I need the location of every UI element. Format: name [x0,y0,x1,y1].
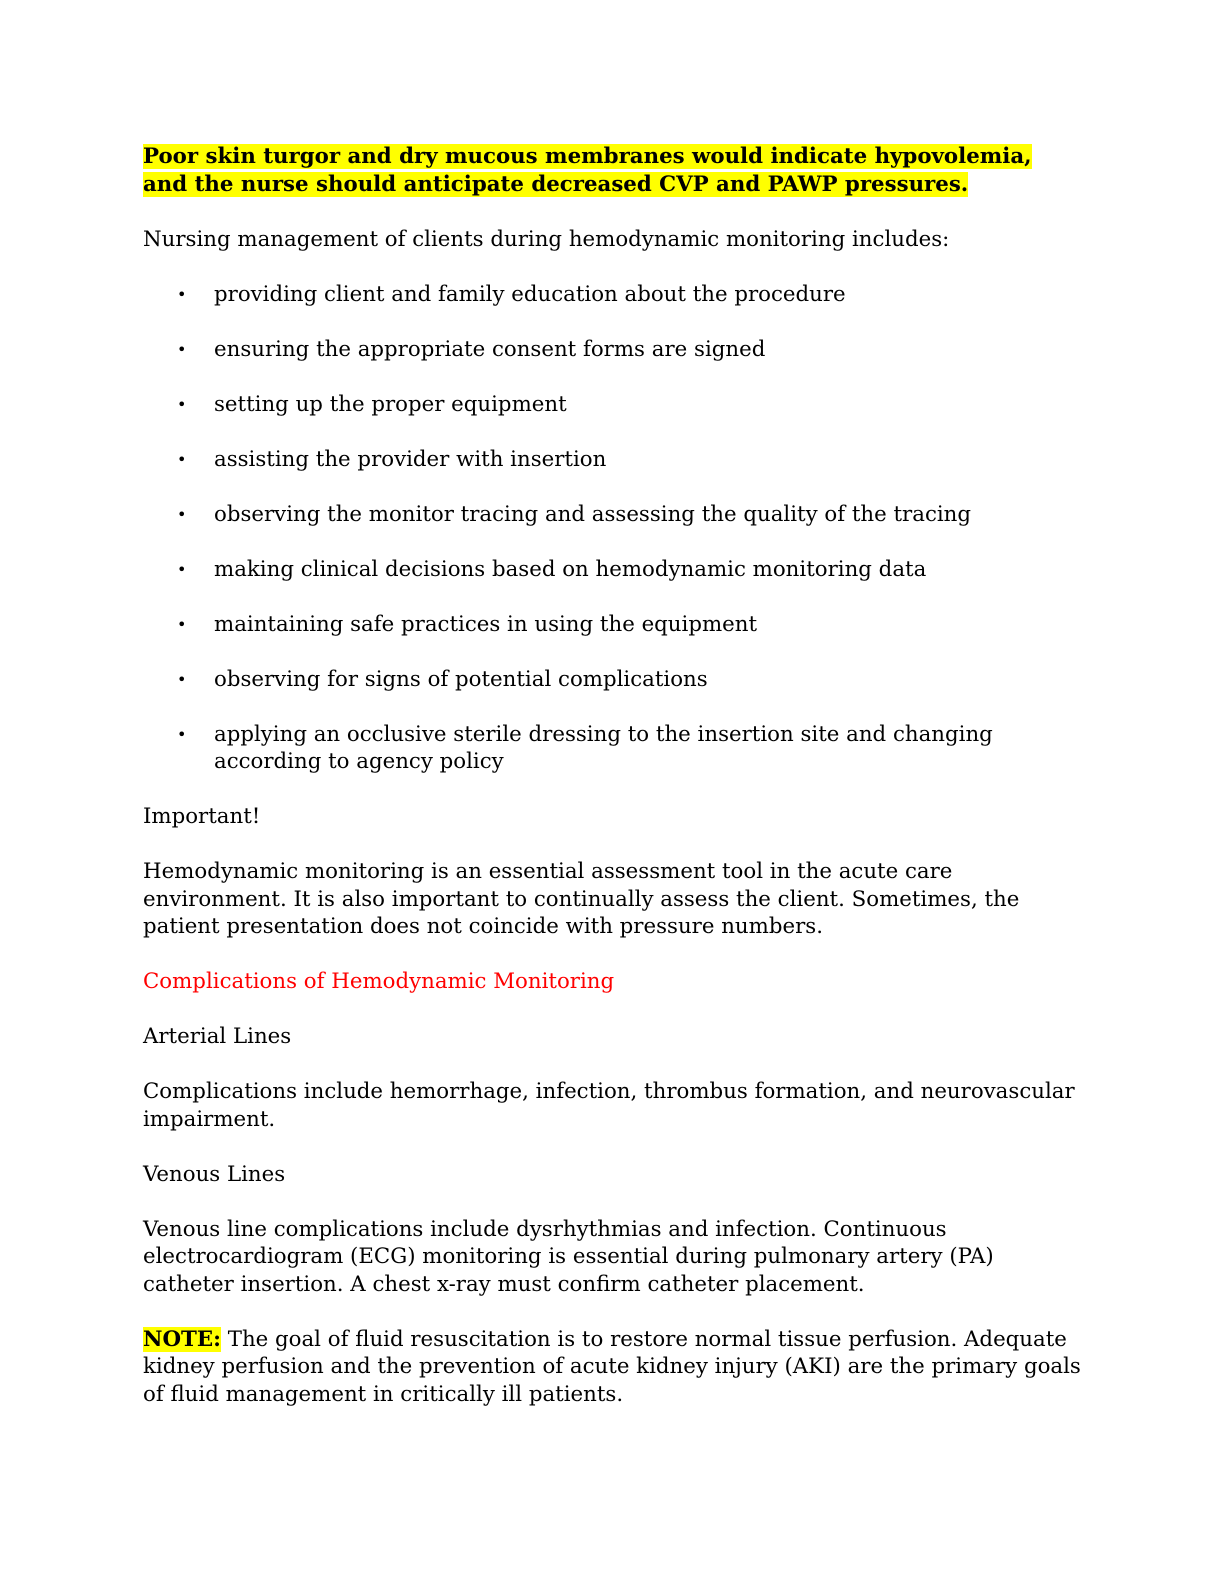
highlighted-paragraph [143,143,1083,198]
note-label: NOTE: [143,1326,221,1352]
bullet-icon: • [177,449,187,469]
list-item-text: providing client and family education about the procedure [214,281,846,307]
bullet-icon: • [177,504,187,524]
important-paragraph: Hemodynamic monitoring is an essential assessment tool in the acute care environment. It is also important to continually assess the client. Sometimes, the patient presentation does not coincide with pressure numbers. [143,859,1020,939]
list-item-text: observing the monitor tracing and assessing the quality of the tracing [214,501,972,527]
list-item [143,391,1083,419]
list-item [143,446,1083,474]
list-item-text: making clinical decisions based on hemodynamic monitoring data [214,556,927,582]
list-item [143,281,1083,309]
document-page [143,143,1083,1436]
list-item-text: ensuring the appropriate consent forms are signed [214,336,766,362]
note-text: The goal of fluid resuscitation is to restore normal tissue perfusion. Adequate kidney perfusion and the prevention of acute kidney injury (AKI) are the primary goals of fluid management in critically ill patients. [143,1326,1081,1407]
highlighted-text: Poor skin turgor and dry mucous membranes would indicate hypovolemia, and the nurse should anticipate decreased CVP and PAWP pressures. [143,144,1032,197]
bullet-icon: • [177,724,187,744]
arterial-lines-heading: Arterial Lines [143,1024,292,1049]
bullet-icon: • [177,394,187,414]
list-item-text: applying an occlusive sterile dressing to the insertion site and changing according to agency policy [214,721,993,774]
list-item-text: setting up the proper equipment [214,391,567,417]
bullet-icon: • [177,559,187,579]
bullet-icon: • [177,614,187,634]
note-paragraph [143,1326,1083,1409]
list-item [143,611,1083,639]
complications-heading: Complications of Hemodynamic Monitoring [143,969,615,994]
list-item [143,666,1083,694]
venous-lines-heading: Venous Lines [143,1161,286,1187]
list-item-text: assisting the provider with insertion [214,446,607,472]
management-list [143,281,1083,776]
bullet-icon: • [177,669,187,689]
bullet-icon: • [177,339,187,359]
bullet-icon: • [177,284,187,304]
intro-paragraph: Nursing management of clients during hemodynamic monitoring includes: [143,226,950,252]
list-item [143,556,1083,584]
list-item-text: observing for signs of potential complications [214,666,708,692]
venous-lines-paragraph: Venous line complications include dysrhythmias and infection. Continuous electrocardiogram (ECG) monitoring is essential during pulmonary artery (PA) catheter insertion. A chest x-ray must confirm catheter placement. [143,1216,994,1297]
important-label: Important! [143,804,261,829]
list-item-text: maintaining safe practices in using the equipment [214,611,758,637]
arterial-lines-paragraph: Complications include hemorrhage, infection, thrombus formation, and neurovascular impairment. [143,1079,1075,1132]
list-item [143,336,1083,364]
list-item [143,501,1083,529]
list-item [143,721,1083,776]
